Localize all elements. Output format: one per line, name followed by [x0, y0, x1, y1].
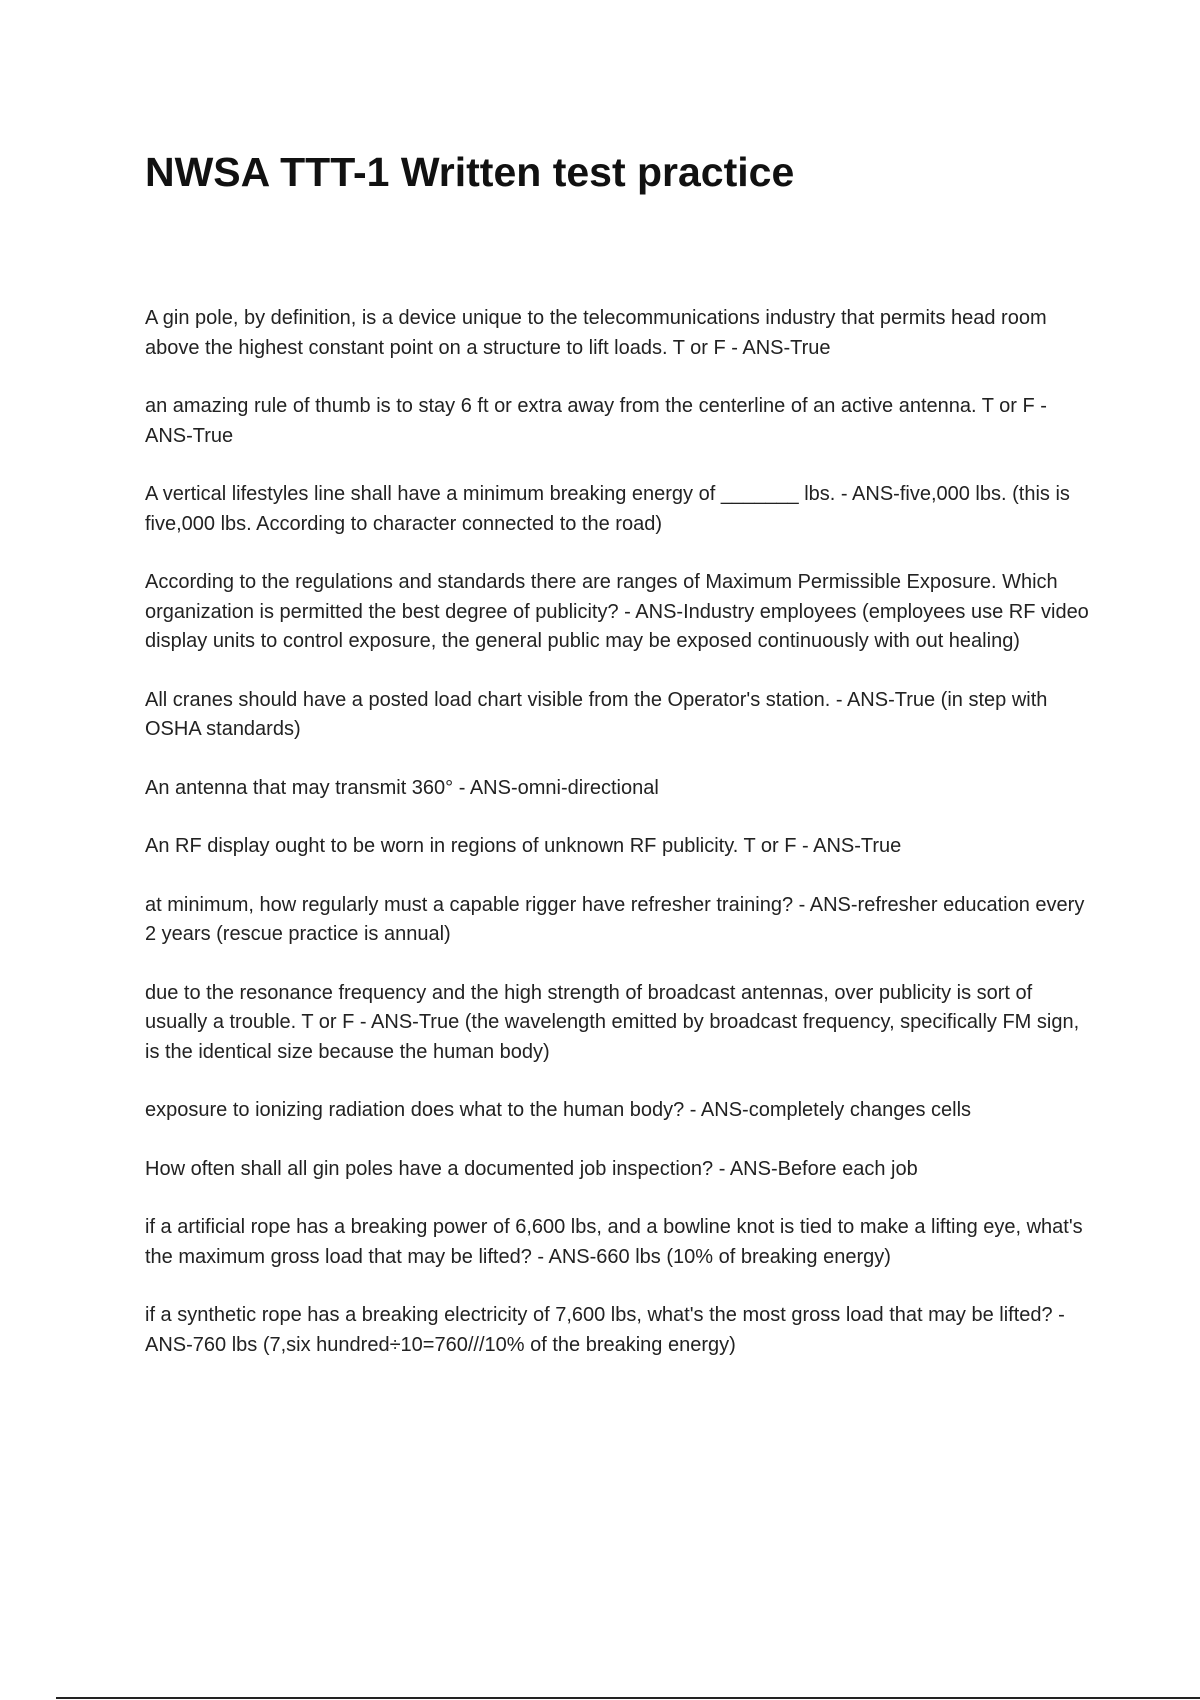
- qa-item: if a synthetic rope has a breaking electricity of 7,600 lbs, what's the most gross load that may be lifted? - ANS-760 lbs (7,six hundred÷10=760///10% of the breaking energy): [145, 1304, 1065, 1356]
- qa-item: A vertical lifestyles line shall have a minimum breaking energy of _______ lbs. - ANS-five,000 lbs. (this is five,000 lbs. According to character connected to the road): [145, 483, 1070, 535]
- qa-item: How often shall all gin poles have a documented job inspection? - ANS-Before each job: [145, 1157, 918, 1180]
- qa-list: [145, 304, 1095, 1389]
- qa-item: An RF display ought to be worn in regions of unknown RF publicity. T or F - ANS-True: [145, 835, 902, 857]
- qa-item: an amazing rule of thumb is to stay 6 ft or extra away from the centerline of an active antenna. T or F - ANS-True: [145, 395, 1047, 447]
- qa-item: All cranes should have a posted load chart visible from the Operator's station. - ANS-True (in step with OSHA standards): [145, 688, 1048, 740]
- qa-item: at minimum, how regularly must a capable rigger have refresher training? - ANS-refresher education every 2 years (rescue practice is annual): [145, 893, 1085, 945]
- qa-item: due to the resonance frequency and the high strength of broadcast antennas, over publicity is sort of usually a trouble. T or F - ANS-True (the wavelength emitted by broadcast frequency, specifically FM sign, is the identical size because the human body): [145, 981, 1080, 1063]
- qa-item: exposure to ionizing radiation does what to the human body? - ANS-completely changes cells: [145, 1099, 972, 1121]
- qa-item: A gin pole, by definition, is a device unique to the telecommunications industry that permits head room above the highest constant point on a structure to lift loads. T or F - ANS-True: [145, 307, 1047, 359]
- qa-item: An antenna that may transmit 360° - ANS-omni-directional: [145, 776, 659, 799]
- footer-divider: [56, 1697, 1200, 1699]
- document-title: NWSA TTT-1 Written test practice: [145, 149, 795, 195]
- qa-item: if a artificial rope has a breaking power of 6,600 lbs, and a bowline knot is tied to make a lifting eye, what's the maximum gross load that may be lifted? - ANS-660 lbs (10% of breaking energy): [145, 1216, 1083, 1268]
- qa-item: According to the regulations and standards there are ranges of Maximum Permissible Exposure. Which organization is permitted the best degree of publicity? - ANS-Industry employees (employees use RF video display units to control exposure, the general public may be exposed continuously with out healing): [145, 571, 1089, 652]
